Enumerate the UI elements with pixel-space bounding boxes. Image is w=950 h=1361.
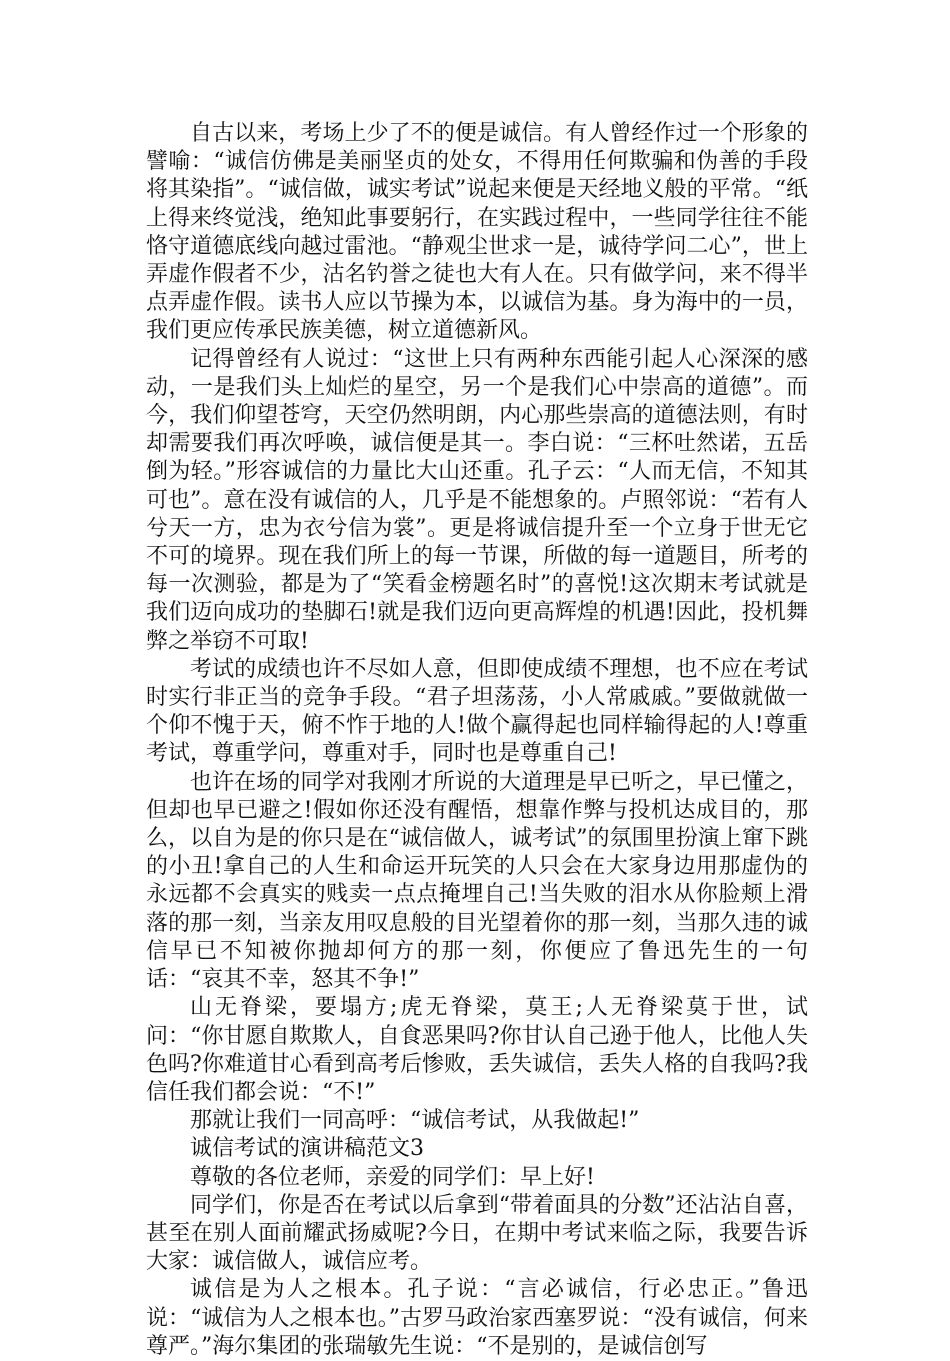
paragraph-moral-law: 记得曾经有人说过：“这世上只有两种东西能引起人心深深的感动，一是我们头上灿烂的星空，另一个是我们心中崇高的道德”。而今，我们仰望苍穹，天空仍然明朗，内心那些崇高的道德法则，有时却需要我们再次呼唤，诚信便是其一。李白说：“三杯吐然诺，五岳倒为轻。”形容诚信的力量比大山还重。孔子云：“人而无信，不知其可也”。意在没有诚信的人，几乎是不能想象的。卢照邻说：“若有人兮天一方，忠为衣兮信为裳”。更是将诚信提升至一个立身于世无它不可的境界。现在我们所上的每一节课，所做的每一道题目，所考的每一次测验，都是为了“笑看金榜题名时”的喜悦!这次期末考试就是我们迈向成功的垫脚石!就是我们迈向更高辉煌的机遇!因此，投机舞弊之举窃不可取! bbox=[146, 346, 808, 654]
paragraph-cheating-warning: 也许在场的同学对我刚才所说的大道理是早已听之，早已懂之，但却也早已避之!假如你还没有醒悟，想靠作弊与投机达成目的，那么，以自为是的你只是在“诚信做人，诚考试”的氛围里扮演上窜下跳的小丑!拿自己的人生和命运开玩笑的人只会在大家身边用那虚伪的永远都不会真实的贱卖一点点掩埋自己!当失败的泪水从你脸颊上滑落的那一刻，当亲友用叹息般的目光望着你的那一刻，当那久违的诚信早已不知被你抛却何方的那一刻，你便应了鲁迅先生的一句话：“哀其不幸，怒其不争!” bbox=[146, 769, 808, 993]
paragraph-exam-results: 考试的成绩也许不尽如人意，但即使成绩不理想，也不应在考试时实行非正当的竞争手段。“君子坦荡荡，小人常戚戚。”要做就做一个仰不愧于天，俯不怍于地的人!做个赢得起也同样输得起的人!尊重考试，尊重学问，尊重对手，同时也是尊重自己! bbox=[146, 656, 808, 767]
paragraph-greeting: 尊敬的各位老师，亲爱的同学们：早上好! bbox=[190, 1164, 595, 1190]
paragraph-masked-score: 同学们，你是否在考试以后拿到“带着面具的分数”还沾沾自喜，甚至在别人面前耀武扬威呢?今日，在期中考试来临之际，我要告诉大家：诚信做人，诚信应考。 bbox=[146, 1192, 808, 1275]
section-heading-speech-3: 诚信考试的演讲稿范文3 bbox=[190, 1136, 424, 1162]
paragraph-honesty-exam-tradition: 自古以来，考场上少了不的便是诚信。有人曾经作过一个形象的譬喻：“诚信仿佛是美丽坚贞的处女，不得用任何欺骗和伪善的手段将其染指”。“诚信做，诚实考试”说起来便是天经地义般的平常。“纸上得来终觉浅，绝知此事要躬行，在实践过程中，一些同学往往不能恪守道德底线向越过雷池。“静观尘世求一是，诚待学问二心”，世上弄虚作假者不少，沽名钓誉之徒也大有人在。只有做学问，来不得半点弄虚作假。读书人应以节操为本，以诚信为基。身为海中的一员，我们更应传承民族美德，树立道德新风。 bbox=[146, 121, 808, 344]
paragraph-rally-call: 那就让我们一同高呼：“诚信考试，从我做起!” bbox=[190, 1108, 640, 1134]
paragraph-honesty-root: 诚信是为人之根本。孔子说：“言必诚信，行必忠正。”鲁迅说：“诚信为人之根本也。”古罗马政治家西塞罗说：“没有诚信，何来尊严。”海尔集团的张瑞敏先生说：“不是别的，是诚信创写 bbox=[146, 1277, 808, 1359]
document-body bbox=[146, 120, 808, 1361]
paragraph-backbone: 山无脊梁，要塌方;虎无脊梁，莫王;人无脊梁莫于世，试问：“你甘愿自欺欺人，自食恶果吗?你甘认自己逊于他人，比他人失色吗?你难道甘心看到高考后惨败，丢失诚信，丢失人格的自我吗?我信任我们都会说：“不!” bbox=[146, 995, 808, 1105]
